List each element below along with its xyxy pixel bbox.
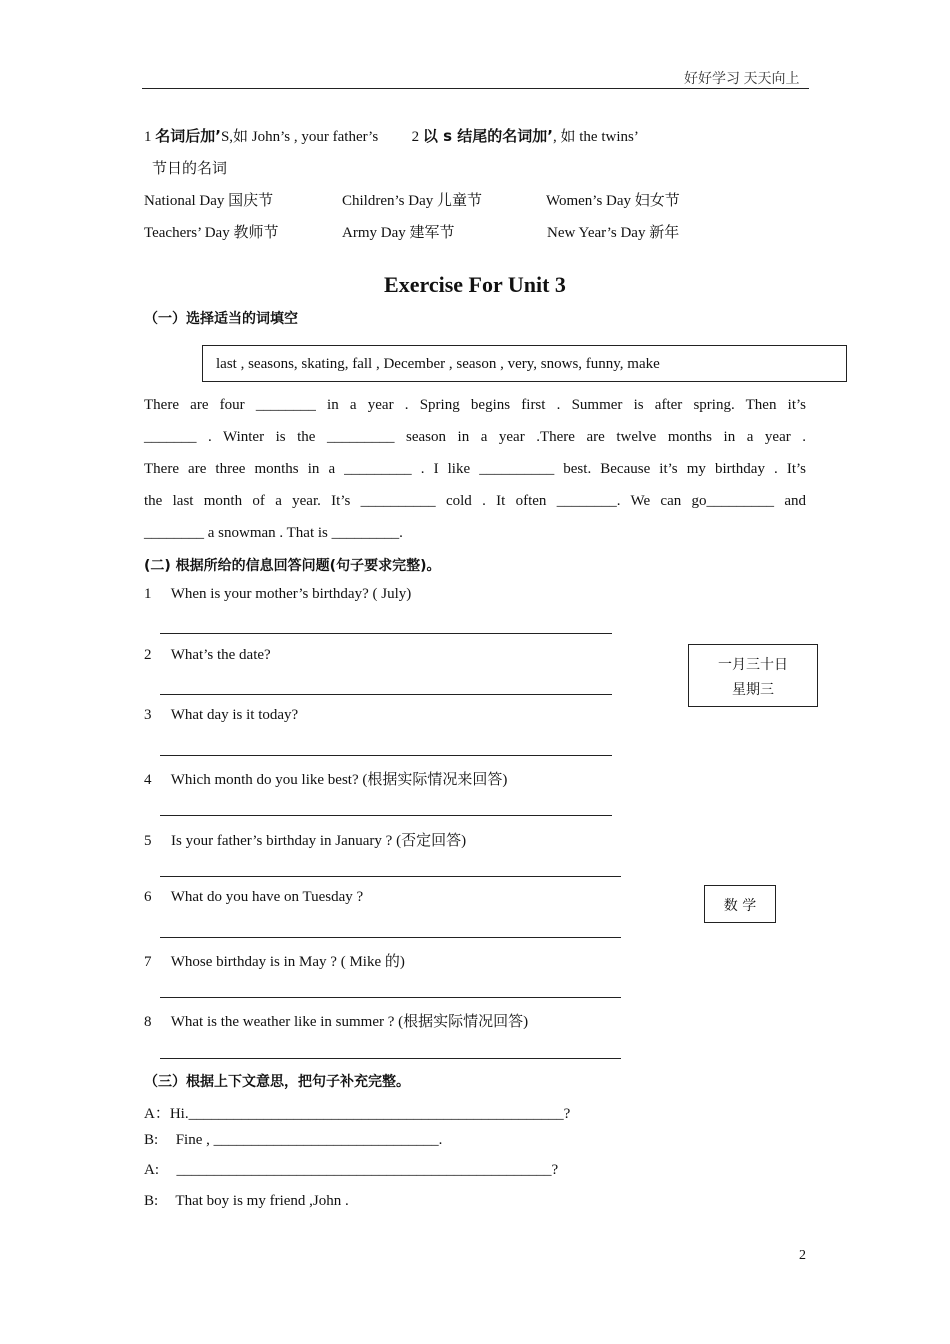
question-number: 5 (144, 833, 152, 849)
passage-line: There are four ________ in a year . Spring begins first . Summer is after spring. Then it’s (144, 397, 806, 413)
answer-line-5[interactable] (160, 876, 621, 877)
holiday-womens-day: Women’s Day 妇女节 (546, 193, 680, 209)
page-number: 2 (799, 1248, 806, 1263)
speaker-label: B: (144, 1132, 159, 1148)
question-1 (144, 586, 411, 603)
holiday-teachers-day: Teachers’ Day 教师节 (144, 225, 279, 241)
dialogue-text: Hi.__________________________________________________? (169, 1106, 571, 1122)
answer-line-3[interactable] (160, 755, 612, 756)
passage-line: ________ a snowman . That is _________. (144, 525, 403, 541)
question-text: Which month do you like best? (根据实际情况来回答) (170, 772, 508, 788)
dialogue-line-1 (144, 1102, 570, 1123)
speaker-label: B: (144, 1193, 159, 1209)
subject-text: 数 学 (723, 898, 757, 914)
holiday-army-day: Army Day 建军节 (342, 225, 455, 241)
question-4 (144, 768, 507, 789)
header-motto: 好好学习 天天向上 (684, 72, 800, 87)
word-bank-text: last , seasons, skating, fall , December , season , very, snows, funny, make (216, 356, 660, 372)
exercise-title: Exercise For Unit 3 (384, 272, 566, 297)
holiday-childrens-day: Children’s Day 儿童节 (342, 193, 482, 209)
question-text: What do you have on Tuesday ? (170, 889, 364, 905)
answer-line-8[interactable] (160, 1058, 621, 1059)
holidays-heading: 节日的名词 (152, 161, 228, 177)
rule1-s: S (220, 129, 230, 145)
question-text: Is your father’s birthday in January ? (否定回答) (171, 833, 467, 849)
holiday-new-years-day: New Year’s Day 新年 (547, 225, 680, 241)
question-6 (144, 889, 363, 906)
word-bank-box (202, 345, 847, 382)
question-2 (144, 647, 271, 664)
answer-line-2[interactable] (160, 694, 612, 695)
question-number: 7 (144, 954, 152, 970)
question-5 (144, 829, 466, 850)
rule1-bold: 名词后加’ (155, 127, 221, 145)
question-3 (144, 707, 298, 724)
question-number: 8 (144, 1014, 152, 1030)
question-text: What day is it today? (170, 707, 299, 723)
dialogue-text: __________________________________________________? (176, 1162, 559, 1178)
question-text: What’s the date? (170, 647, 271, 663)
answer-line-4[interactable] (160, 815, 612, 816)
question-number: 1 (144, 586, 152, 602)
dialogue-text: Fine , ______________________________. (175, 1132, 443, 1148)
rule2-examples: , 如 the twins’ (553, 129, 639, 145)
rule2-number: 2 (411, 129, 420, 145)
subject-info-box (704, 885, 776, 923)
date-info-box (688, 644, 818, 707)
possessive-rules (144, 125, 639, 146)
answer-line-7[interactable] (160, 997, 621, 998)
question-8 (144, 1010, 528, 1031)
passage-line: _______ . Winter is the _________ season in a year .There are twelve months in a year . (144, 429, 806, 445)
question-number: 2 (144, 647, 152, 663)
rule1-examples: ,如 John’s , your father’s (229, 129, 379, 145)
question-text: Whose birthday is in May ? ( Mike 的) (170, 954, 405, 970)
passage-line: the last month of a year. It’s __________ cold . It often ________. We can go_________ and (144, 493, 806, 509)
speaker-label: A： (144, 1106, 170, 1122)
weekday-text: 星期三 (732, 682, 774, 698)
holiday-national-day: National Day 国庆节 (144, 193, 274, 209)
section1-heading: （一）选择适当的词填空 (144, 311, 298, 327)
passage-line: There are three months in a _________ . I like __________ best. Because it’s my birthday . It’s (144, 461, 806, 477)
question-7 (144, 950, 405, 971)
header-divider (142, 88, 809, 89)
date-text: 一月三十日 (718, 657, 788, 673)
dialogue-line-3 (144, 1162, 558, 1179)
question-number: 6 (144, 889, 152, 905)
dialogue-line-4 (144, 1193, 349, 1210)
section2-heading: (二) 根据所给的信息回答问题(句子要求完整)。 (144, 558, 441, 574)
answer-line-1[interactable] (160, 633, 612, 634)
question-text: What is the weather like in summer ? (根据实际情况回答) (170, 1014, 529, 1030)
section3-heading: （三）根据上下文意思，把句子补充完整。 (144, 1074, 410, 1090)
dialogue-text: That boy is my friend ,John . (175, 1193, 349, 1209)
question-text: When is your mother’s birthday? ( July) (170, 586, 412, 602)
answer-line-6[interactable] (160, 937, 621, 938)
question-number: 4 (144, 772, 152, 788)
dialogue-line-2 (144, 1132, 442, 1149)
rule1-number: 1 (144, 129, 152, 145)
speaker-label: A: (144, 1162, 159, 1178)
question-number: 3 (144, 707, 152, 723)
rule2-bold: 以 s 结尾的名词加’ (422, 127, 553, 145)
